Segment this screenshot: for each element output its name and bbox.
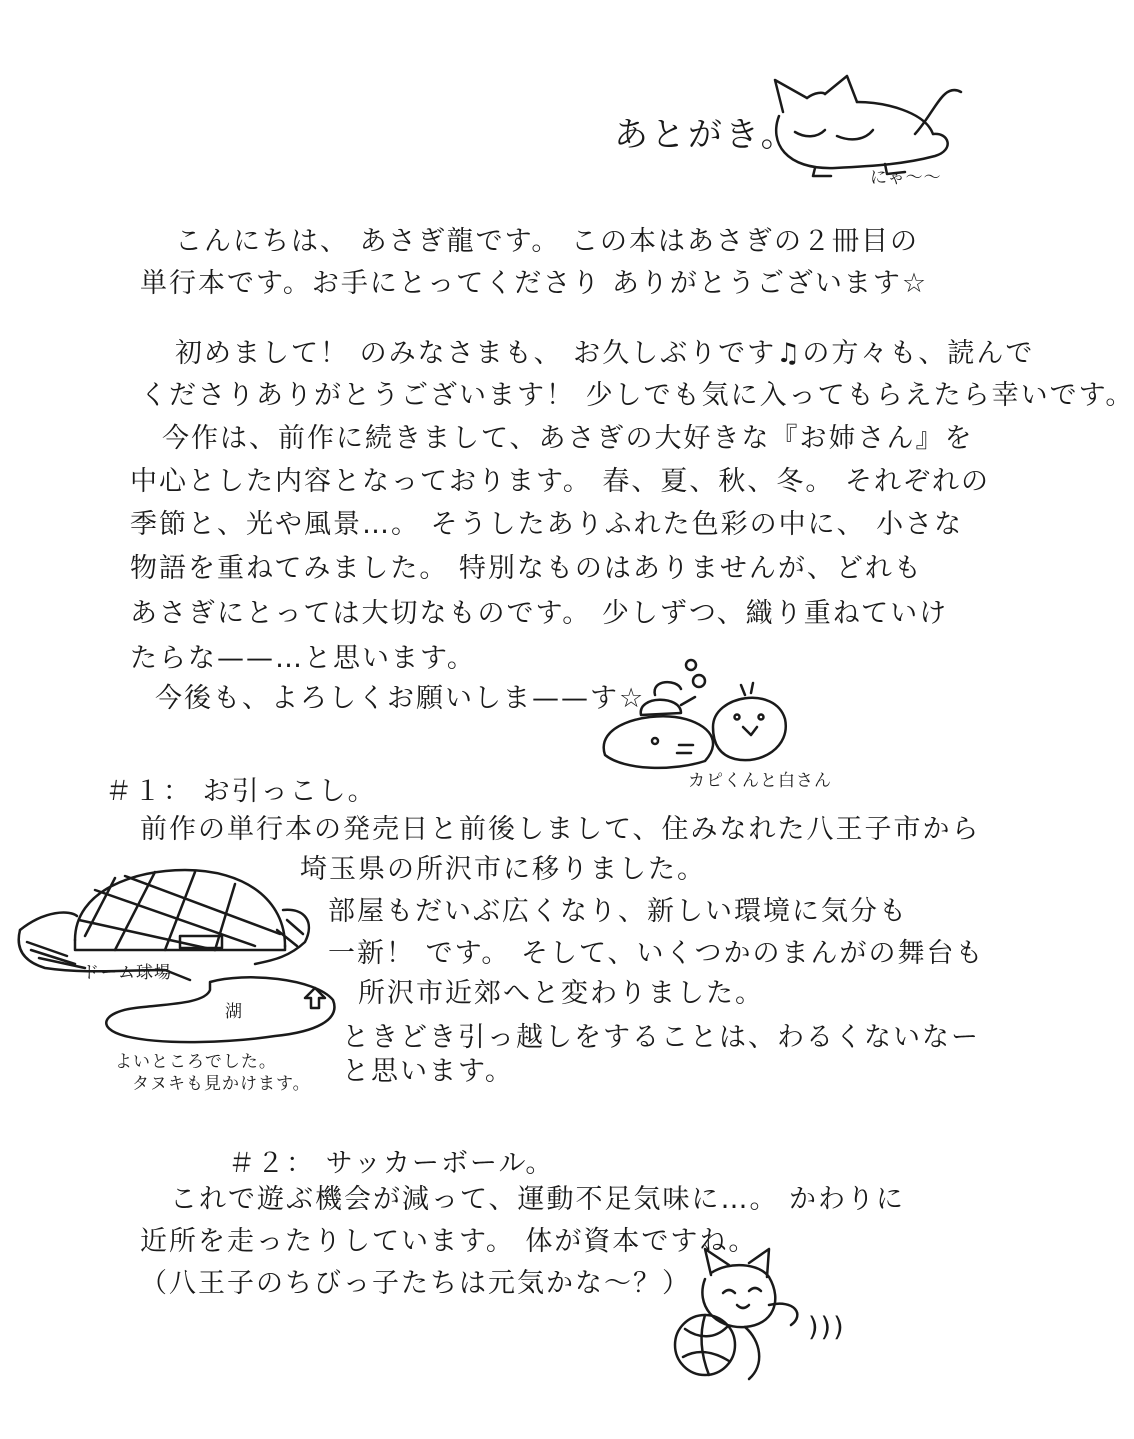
section1-line: ときどき引っ越しをすることは、わるくないなー <box>342 1022 980 1053</box>
section2-line: 近所を走ったりしています。 体が資本ですね。 <box>140 1226 758 1257</box>
body-line: 中心とした内容となっております。 春、夏、秋、冬。 それぞれの <box>130 466 991 497</box>
body-line: あさぎにとっては大切なものです。 少しずつ、織り重ねていけ <box>130 598 949 629</box>
map-note-line: よいところでした。 <box>115 1052 277 1072</box>
body-line: 物語を重ねてみました。 特別なものはありませんが、どれも <box>130 553 923 584</box>
section-heading: ＃２： サッカーボール。 <box>228 1148 555 1179</box>
body-line: くださりありがとうございます！ 少しでも気に入ってもらえたら幸いです。 <box>140 380 1134 411</box>
map-note-line: タヌキも見かけます。 <box>132 1074 311 1094</box>
section1-line: 部屋もだいぶ広くなり、新しい環境に気分も <box>328 896 908 927</box>
section2-line: これで遊ぶ機会が減って、運動不足気味に…。 かわりに <box>170 1184 906 1215</box>
body-line: 季節と、光や風景…。 そうしたありふれた色彩の中に、 小さな <box>130 509 964 540</box>
dome-label: ドーム球場 <box>82 963 172 983</box>
section1-line: 前作の単行本の発売日と前後しまして、住みなれた八王子市から <box>140 814 981 845</box>
section1-line: 一新！ です。 そして、いくつかのまんがの舞台も <box>328 938 985 969</box>
dome-stadium-map-icon <box>15 850 345 1080</box>
section1-line: 埼玉県の所沢市に移りました。 <box>300 854 706 885</box>
kettle-and-bird-icon <box>585 655 845 775</box>
section1-line: 所沢市近郊へと変わりました。 <box>358 978 764 1009</box>
section1-line: と思います。 <box>342 1056 514 1087</box>
cat-caption: にゃ〜〜 <box>870 168 942 188</box>
section2-line: （八王子のちびっ子たちは元気かな〜？） <box>140 1268 691 1299</box>
bird-caption: カピくんと白さん <box>688 771 832 791</box>
section-heading: ＃１： お引っこし。 <box>105 776 377 807</box>
cat-motion-mark: ))) <box>808 1312 846 1343</box>
intro-line: 単行本です。お手にとってくださり ありがとうございます☆ <box>140 268 929 299</box>
page-title: あとがき。 <box>614 115 798 155</box>
body-line: たらな——…と思います。 <box>130 643 476 674</box>
sleeping-cat-icon <box>765 72 965 182</box>
body-line: 初めまして！ のみなさまも、 お久しぶりです♫の方々も、読んで <box>175 338 1035 369</box>
lake-label: 湖 <box>225 1002 243 1022</box>
intro-line: こんにちは、 あさぎ龍です。 この本はあさぎの２冊目の <box>175 226 920 257</box>
cat-with-soccer-ball-icon <box>665 1245 815 1385</box>
body-line: 今作は、前作に続きまして、あさぎの大好きな『お姉さん』を <box>162 423 974 454</box>
body-line: 今後も、よろしくお願いしま——す☆ <box>155 683 646 714</box>
